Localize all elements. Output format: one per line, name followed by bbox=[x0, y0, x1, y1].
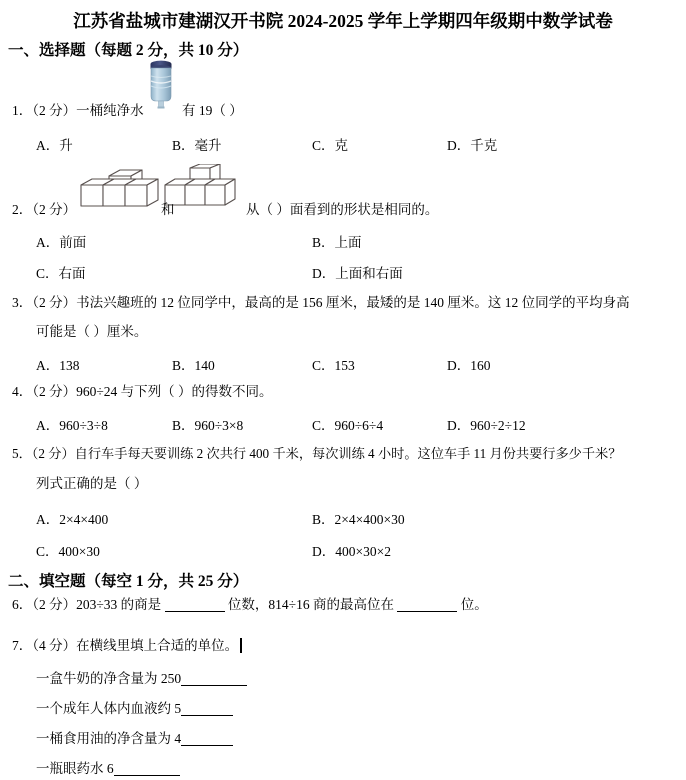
question-1-option-c[interactable]: C．克 bbox=[312, 138, 349, 153]
question-3-option-a[interactable]: A．138 bbox=[36, 358, 80, 373]
question-2-stem-join: 和 bbox=[161, 202, 175, 217]
question-6-blank-1[interactable] bbox=[165, 599, 225, 612]
question-1-stem-before: 1．（2 分）一桶纯净水 bbox=[12, 103, 144, 118]
question-5-option-d[interactable]: D．400×30×2 bbox=[312, 544, 391, 559]
question-6-blank-2[interactable] bbox=[397, 599, 457, 612]
question-3-stem-line-1: 3．（2 分）书法兴趣班的 12 位同学中，最高的是 156 厘米，最矮的是 140 厘米。这 12 位同学的平均身高 bbox=[12, 295, 630, 310]
question-7-item-1 bbox=[36, 672, 247, 686]
question-4-stem: 4．（2 分）960÷24 与下列（ ）的得数不同。 bbox=[12, 384, 273, 399]
question-1-option-a[interactable]: A．升 bbox=[36, 138, 73, 153]
question-1-option-d[interactable]: D．千克 bbox=[447, 138, 498, 153]
question-3-option-b[interactable]: B．140 bbox=[172, 358, 215, 373]
question-6-stem bbox=[12, 598, 488, 612]
question-7-item-2-blank[interactable] bbox=[181, 703, 233, 716]
text-cursor bbox=[240, 638, 242, 653]
cube-stack-figure-b bbox=[162, 164, 246, 218]
question-2-option-b[interactable]: B．上面 bbox=[312, 235, 362, 250]
water-bottle-image bbox=[145, 56, 177, 112]
question-3-option-d[interactable]: D．160 bbox=[447, 358, 491, 373]
question-7-item-2 bbox=[36, 702, 233, 716]
page-title: 江苏省盐城市建湖汉开书院 2024-2025 学年上学期四年级期中数学试卷 bbox=[73, 11, 613, 31]
question-7-item-3 bbox=[36, 732, 233, 746]
question-6-part-1: 6．（2 分）203÷33 的商是 bbox=[12, 597, 162, 612]
cube-stack-figure-a bbox=[78, 168, 162, 218]
question-4-option-b[interactable]: B．960÷3×8 bbox=[172, 418, 244, 433]
question-5-stem-line-1: 5．（2 分）自行车手每天要训练 2 次共行 400 千米，每次训练 4 小时。这位车手 11 月份共要行多少千米？ bbox=[12, 446, 622, 461]
question-7-item-4 bbox=[36, 762, 180, 776]
question-7-item-3-text: 一桶食用油的净含量为 4 bbox=[36, 731, 182, 746]
question-7-stem bbox=[12, 638, 242, 653]
question-7-item-1-blank[interactable] bbox=[181, 673, 247, 686]
question-1-stem-after: 有 19（ ） bbox=[182, 103, 243, 118]
question-1-option-b[interactable]: B．毫升 bbox=[172, 138, 222, 153]
section-heading-fill-blank: 二、填空题（每空 1 分，共 25 分） bbox=[8, 573, 249, 590]
question-2-stem-suffix: 从（ ）面看到的形状是相同的。 bbox=[246, 202, 439, 217]
question-7-item-3-blank[interactable] bbox=[181, 733, 233, 746]
question-3-option-c[interactable]: C．153 bbox=[312, 358, 355, 373]
question-2-stem-prefix: 2．（2 分） bbox=[12, 202, 77, 217]
question-5-stem-line-2: 列式正确的是（ ） bbox=[36, 476, 148, 491]
question-7-item-2-text: 一个成年人体内血液约 5 bbox=[36, 701, 182, 716]
section-heading-choice: 一、选择题（每题 2 分，共 10 分） bbox=[8, 42, 249, 59]
question-2-option-d[interactable]: D．上面和右面 bbox=[312, 266, 403, 281]
question-7-item-1-text: 一盒牛奶的净含量为 250 bbox=[36, 671, 182, 686]
question-5-option-c[interactable]: C．400×30 bbox=[36, 544, 100, 559]
question-7-stem-text: 7．（4 分）在横线里填上合适的单位。 bbox=[12, 638, 239, 653]
question-5-option-b[interactable]: B．2×4×400×30 bbox=[312, 512, 405, 527]
question-3-stem-line-2: 可能是（ ）厘米。 bbox=[36, 324, 148, 339]
question-4-option-a[interactable]: A．960÷3÷8 bbox=[36, 418, 108, 433]
question-5-option-a[interactable]: A．2×4×400 bbox=[36, 512, 109, 527]
question-2-option-a[interactable]: A．前面 bbox=[36, 235, 87, 250]
question-2-option-c[interactable]: C．右面 bbox=[36, 266, 86, 281]
question-6-part-3: 位。 bbox=[460, 597, 488, 612]
question-7-item-4-text: 一瓶眼药水 6 bbox=[36, 761, 114, 776]
question-4-option-d[interactable]: D．960÷2÷12 bbox=[447, 418, 526, 433]
question-6-part-2: 位数，814÷16 商的最高位在 bbox=[227, 597, 394, 612]
question-4-option-c[interactable]: C．960÷6÷4 bbox=[312, 418, 384, 433]
question-7-item-4-blank[interactable] bbox=[114, 763, 180, 776]
